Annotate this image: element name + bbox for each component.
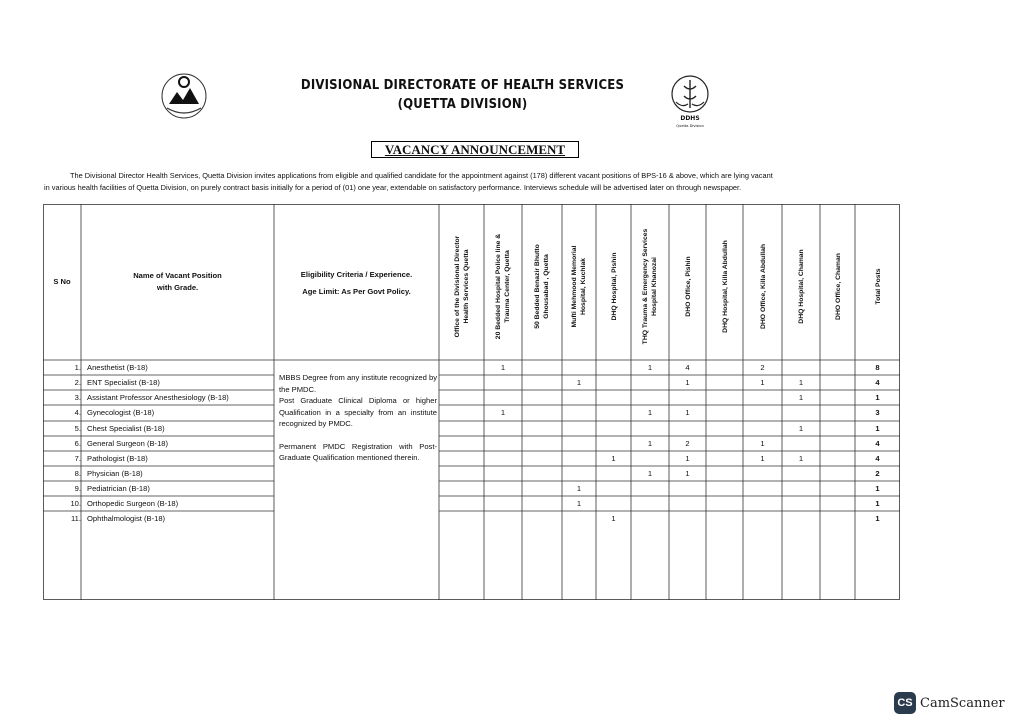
intro-line-2: in various health facilities of Quetta Division, on purely contract basis initially for a period of (01) one year, extendable on satisfactory performance. Interviews schedule will be advertised later on through newspaper. bbox=[44, 183, 742, 192]
row-post-count: 1 bbox=[500, 363, 506, 372]
row-post-count: 1 bbox=[647, 439, 653, 448]
intro-paragraph bbox=[44, 170, 964, 194]
government-emblem-logo bbox=[159, 70, 209, 120]
facility-header bbox=[797, 219, 806, 354]
header-position-line-2: with Grade. bbox=[156, 283, 199, 292]
facility-header-line-1: 20 Bedded Hospital Police line & bbox=[495, 233, 502, 340]
row-sno: 7. bbox=[74, 454, 81, 463]
facility-header bbox=[494, 219, 512, 354]
row-post-count: 2 bbox=[685, 439, 690, 448]
facility-header bbox=[684, 219, 693, 354]
vacancy-announcement-heading: VACANCY ANNOUNCEMENT bbox=[371, 141, 579, 158]
row-post-count: 1 bbox=[611, 514, 616, 523]
header-sno: S No bbox=[53, 277, 71, 286]
row-post-count: 1 bbox=[760, 454, 765, 463]
row-post-count: 1 bbox=[647, 408, 653, 417]
facility-header-line-1: DHO Office, Pishin bbox=[684, 256, 692, 317]
row-post-count: 1 bbox=[685, 408, 690, 417]
facility-header bbox=[453, 219, 471, 354]
row-position-name: Gynecologist (B-18) bbox=[87, 408, 155, 417]
facility-header-line-1: THQ Trauma & Emergency Services bbox=[642, 228, 649, 345]
header-eligibility-line-1: Eligibility Criteria / Experience. bbox=[300, 270, 413, 279]
row-total-posts: 1 bbox=[875, 393, 880, 402]
row-position-name: Pediatrician (B-18) bbox=[87, 484, 150, 493]
row-sno: 2. bbox=[74, 378, 81, 387]
row-total-posts: 1 bbox=[875, 484, 880, 493]
facility-header-line-1: DHQ Hospital, Chaman bbox=[798, 249, 805, 324]
row-post-count: 1 bbox=[798, 378, 804, 387]
facility-header-line-1: DHO Office, Chaman bbox=[834, 253, 842, 320]
title-line-1: DIVISIONAL DIRECTORATE OF HEALTH SERVICES bbox=[300, 78, 625, 93]
ddhs-logo bbox=[666, 72, 714, 130]
facility-header bbox=[834, 219, 843, 354]
row-total-posts: 8 bbox=[875, 363, 880, 372]
title-line-2: (QUETTA DIVISION) bbox=[397, 97, 528, 112]
row-position-name: Orthopedic Surgeon (B-18) bbox=[87, 499, 179, 508]
facility-header bbox=[759, 219, 768, 354]
row-sno: 3. bbox=[74, 393, 81, 402]
row-post-count: 1 bbox=[798, 393, 804, 402]
row-post-count: 1 bbox=[685, 454, 690, 463]
row-total-posts: 4 bbox=[875, 439, 880, 448]
row-total-posts: 1 bbox=[875, 499, 880, 508]
facility-header bbox=[641, 219, 659, 354]
header-position bbox=[81, 270, 274, 294]
row-total-posts: 1 bbox=[875, 514, 880, 523]
header-eligibility bbox=[274, 266, 439, 300]
row-post-count: 1 bbox=[685, 469, 690, 478]
facility-header-line-2: Hospital Khanozai bbox=[651, 257, 658, 316]
facility-header bbox=[874, 219, 883, 354]
row-sno: 4. bbox=[74, 408, 81, 417]
row-total-posts: 4 bbox=[875, 378, 880, 387]
row-sno: 1. bbox=[74, 363, 81, 372]
header-eligibility-line-2: Age Limit: As Per Govt Policy. bbox=[302, 287, 411, 296]
facility-header-line-1: DHQ Hospital, Killa Abdullah bbox=[721, 240, 729, 333]
eligibility-criteria-cell bbox=[279, 372, 437, 464]
facility-header-line-2: Health Services Quetta bbox=[462, 249, 470, 324]
ddhs-logo-subtext: Quetta Division bbox=[676, 124, 704, 128]
row-sno: 9. bbox=[74, 484, 81, 493]
facility-header-line-1: Total Posts bbox=[874, 268, 882, 305]
facility-header-line-1: 50 Bedded Benazir Bhutto bbox=[534, 244, 541, 329]
row-post-count: 1 bbox=[798, 424, 804, 433]
row-position-name: Assistant Professor Anesthesiology (B-18) bbox=[87, 393, 229, 402]
camscanner-watermark bbox=[894, 691, 1014, 715]
directorate-title bbox=[300, 76, 625, 114]
row-post-count: 1 bbox=[576, 378, 582, 387]
row-sno: 5. bbox=[74, 424, 81, 433]
row-post-count: 1 bbox=[500, 408, 506, 417]
row-sno: 8. bbox=[74, 469, 81, 478]
facility-header-line-2: Ghousabad , Quetta bbox=[543, 254, 550, 319]
facility-header-line-1: Office of the Divisional Director bbox=[453, 235, 461, 338]
row-position-name: Ophthalmologist (B-18) bbox=[87, 514, 166, 523]
row-post-count: 1 bbox=[685, 378, 690, 387]
row-sno: 10. bbox=[70, 499, 81, 508]
facility-header bbox=[570, 219, 588, 354]
facility-header-line-1: DHO Office, Killa Abdullah bbox=[759, 243, 767, 330]
camscanner-icon: CS bbox=[894, 692, 916, 714]
facility-header-line-1: DHQ Hospital, Pishin bbox=[610, 252, 618, 321]
intro-line-1: The Divisional Director Health Services, Quetta Division invites applications from eligible and qualified candidate for the appointment against (178) different vacant positions of BPS-16 & above, which are lying vacant bbox=[70, 171, 773, 180]
row-post-count: 1 bbox=[576, 499, 582, 508]
eligibility-pmdc-registration: Permanent PMDC Registration with Post-Graduate Qualification mentioned therein. bbox=[279, 441, 437, 462]
row-total-posts: 2 bbox=[875, 469, 880, 478]
row-position-name: ENT Specialist (B-18) bbox=[87, 378, 160, 387]
row-sno: 6. bbox=[74, 439, 81, 448]
row-position-name: Anesthetist (B-18) bbox=[87, 363, 148, 372]
row-post-count: 1 bbox=[647, 363, 653, 372]
row-post-count: 1 bbox=[798, 454, 804, 463]
facility-header-line-1: Mufti Mehmood Memorial bbox=[571, 245, 578, 328]
eligibility-mbbs: MBBS Degree from any institute recognized by the PMDC. bbox=[279, 373, 437, 394]
row-post-count: 1 bbox=[576, 484, 582, 493]
row-post-count: 1 bbox=[611, 454, 616, 463]
ddhs-logo-text: DDHS bbox=[680, 115, 700, 122]
camscanner-label: CamScanner bbox=[920, 695, 1005, 711]
row-post-count: 2 bbox=[760, 363, 765, 372]
row-sno: 11. bbox=[71, 514, 81, 523]
facility-header bbox=[610, 219, 619, 354]
facility-header-line-2: Hospital, Kuchlak bbox=[580, 257, 587, 316]
header-position-line-1: Name of Vacant Position bbox=[133, 271, 222, 280]
row-position-name: General Surgeon (B-18) bbox=[87, 439, 169, 448]
row-total-posts: 1 bbox=[875, 424, 880, 433]
facility-header bbox=[721, 219, 730, 354]
vacancy-table bbox=[43, 204, 900, 600]
row-post-count: 1 bbox=[647, 469, 653, 478]
eligibility-postgraduate: Post Graduate Clinical Diploma or higher Qualification in a specialty from an institute recognized by PMDC. bbox=[279, 396, 437, 428]
row-post-count: 4 bbox=[685, 363, 690, 372]
row-position-name: Chest Specialist (B-18) bbox=[87, 424, 165, 433]
facility-header-line-2: Trauma Center, Quetta bbox=[504, 250, 511, 323]
row-position-name: Pathologist (B-18) bbox=[87, 454, 148, 463]
row-total-posts: 4 bbox=[875, 454, 880, 463]
facility-header bbox=[533, 219, 551, 354]
row-post-count: 1 bbox=[760, 378, 765, 387]
row-post-count: 1 bbox=[760, 439, 765, 448]
row-position-name: Physician (B-18) bbox=[87, 469, 143, 478]
row-total-posts: 3 bbox=[875, 408, 880, 417]
